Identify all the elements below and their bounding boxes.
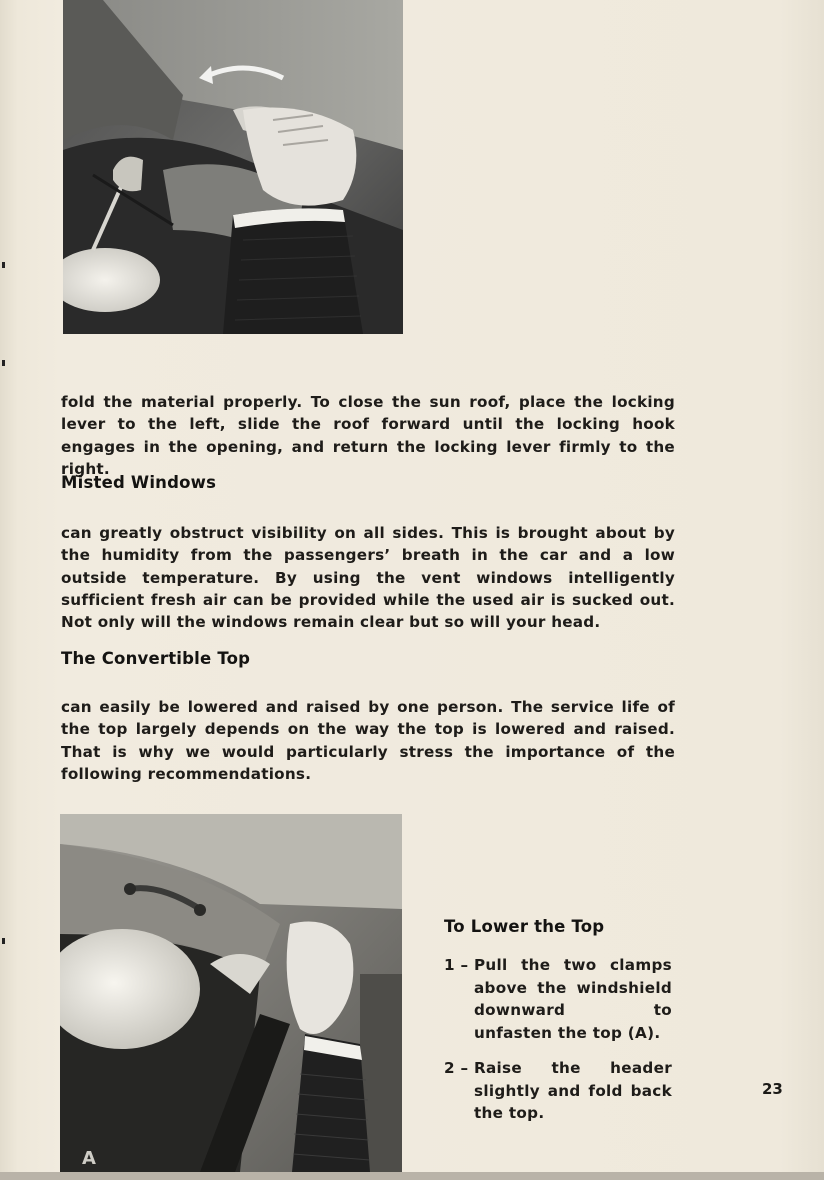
photo-label-a: A — [82, 1148, 96, 1169]
page-bottom-edge — [0, 1172, 824, 1180]
binding-mark — [2, 360, 5, 366]
page-number: 23 — [762, 1080, 783, 1098]
binding-mark — [2, 938, 5, 944]
step-number: 2 – — [444, 1059, 469, 1077]
misted-windows-heading: Misted Windows — [61, 473, 217, 492]
step-number: 1 – — [444, 956, 469, 974]
sunroof-paragraph: fold the material properly. To close the sun roof, place the locking lever to the left, slide the roof forward until the locking hook engages in the opening, and return the locking lever firmly to the right. — [61, 393, 675, 479]
misted-windows-paragraph: can greatly obstruct visibility on all sides. This is brought about by the humidity from the passengers’ breath in the car and a low outside temperature. By using the vent windows intelligently sufficient fresh air can be provided while the used air is sucked out. Not only will the windows remain clear but so will your head. — [61, 524, 675, 632]
convertible-top-paragraph: can easily be lowered and raised by one person. The service life of the top largely depends on the way the top is lowered and raised. That is why we would particularly stress the importance of the following recommendations. — [61, 698, 675, 784]
binding-mark — [2, 262, 5, 268]
convertible-top-heading: The Convertible Top — [61, 649, 251, 668]
clamp-photo-illustration — [60, 814, 402, 1172]
step-text: Raise the header slightly and fold back the top. — [474, 1059, 672, 1122]
lower-top-heading: To Lower the Top — [444, 917, 605, 936]
photo-sunroof-lever — [63, 0, 403, 334]
sunroof-photo-illustration — [63, 0, 403, 334]
step-text: Pull the two clamps above the windshield downward to unfasten the top (A). — [474, 956, 672, 1042]
photo-windshield-clamp — [60, 814, 402, 1172]
lower-top-step — [444, 1057, 672, 1125]
lower-top-step — [444, 954, 672, 1044]
